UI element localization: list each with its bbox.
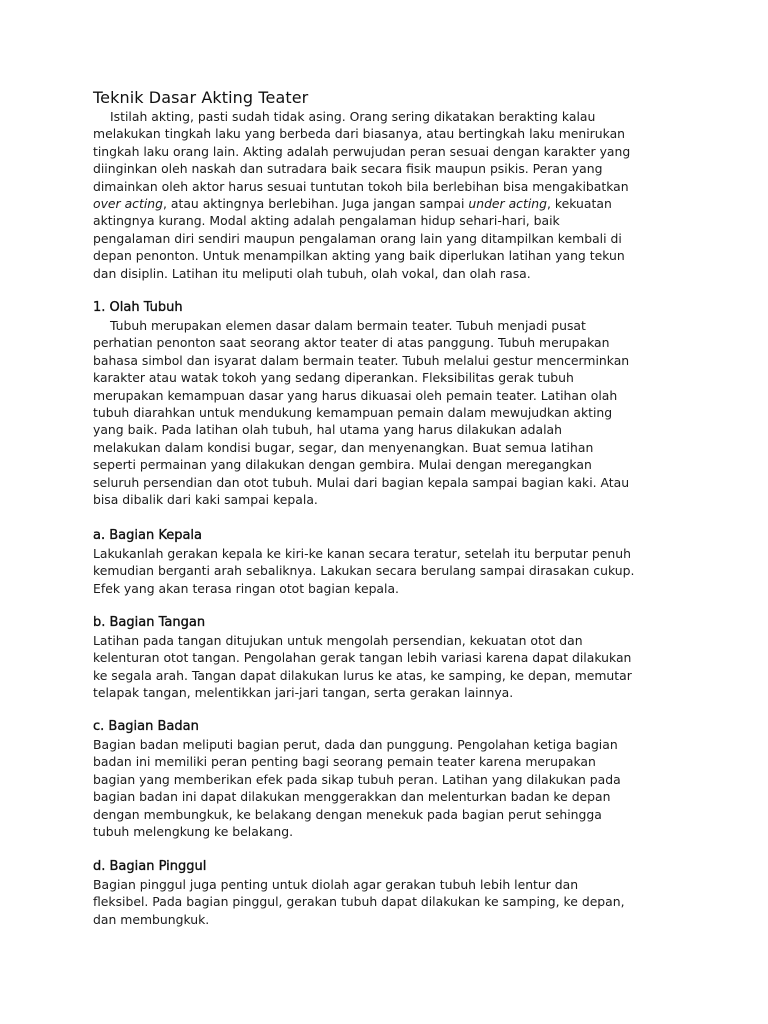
paragraph-line: karakter atau watak tokoh yang sedang diperankan. Fleksibilitas gerak tubuh xyxy=(93,370,574,386)
paragraph-line: Tubuh merupakan elemen dasar dalam bermain teater. Tubuh menjadi pusat xyxy=(110,318,586,333)
paragraph-line: Lakukanlah gerakan kepala ke kiri-ke kanan secara teratur, setelah itu berputar penuh xyxy=(93,546,631,561)
emphasis-over-acting: over acting xyxy=(93,196,163,212)
section-heading: d. Bagian Pinggul xyxy=(93,859,207,874)
section-bagian-pinggul xyxy=(93,858,675,928)
intro-line: dan disiplin. Latihan itu meliputi olah tubuh, olah vokal, dan olah rasa. xyxy=(93,265,531,281)
paragraph-line: dan membungkuk. xyxy=(93,911,210,927)
paragraph-line: Efek yang akan terasa ringan otot bagian kepala. xyxy=(93,580,399,596)
intro-line: melakukan tingkah laku yang berbeda dari biasanya, atau bertingkah laku menirukan xyxy=(93,126,626,142)
paragraph-line: Latihan pada tangan ditujukan untuk mengolah persendian, kekuatan otot dan xyxy=(93,633,583,648)
paragraph-line: tubuh melengkung ke belakang. xyxy=(93,824,294,840)
intro-line: Istilah akting, pasti sudah tidak asing. Orang sering dikatakan berakting kalau xyxy=(110,109,596,124)
intro-line: diinginkan oleh naskah dan sutradara baik secara fisik maupun psikis. Peran yang xyxy=(93,161,603,177)
paragraph-line: Bagian badan meliputi bagian perut, dada dan punggung. Pengolahan ketiga bagian xyxy=(93,737,618,752)
section-bagian-badan xyxy=(93,718,675,840)
section-heading: a. Bagian Kepala xyxy=(93,528,202,543)
paragraph-line: melakukan dalam kondisi bugar, segar, dan menyenangkan. Buat semua latihan xyxy=(93,439,594,455)
section-olah-tubuh xyxy=(93,299,675,508)
intro-line: aktingnya kurang. Modal akting adalah pengalaman hidup sehari-hari, baik xyxy=(93,213,560,229)
paragraph-line: bahasa simbol dan isyarat dalam bermain teater. Tubuh melalui gestur mencerminkan xyxy=(93,352,630,368)
document-title: Teknik Dasar Akting Teater xyxy=(93,88,309,107)
paragraph-line: bagian yang memberikan efek pada sikap tubuh peran. Latihan yang dilakukan pada xyxy=(93,771,621,787)
paragraph-line: tubuh diarahkan untuk mendukung kemampuan pemain dalam mewujudkan akting xyxy=(93,405,613,421)
paragraph-line: telapak tangan, melentikkan jari-jari tangan, serta gerakan lainnya. xyxy=(93,685,514,701)
paragraph-line: dengan membungkuk, ke belakang dengan menekuk pada bagian perut sehingga xyxy=(93,806,602,822)
intro-line: dimainkan oleh aktor harus sesuai tuntutan tokoh bila berlebihan bisa mengakibatkan xyxy=(93,178,629,194)
paragraph-line: bisa dibalik dari kaki sampai kepala. xyxy=(93,492,318,508)
paragraph-line: bagian badan ini dapat dilakukan menggerakkan dan melenturkan badan ke depan xyxy=(93,789,611,805)
intro-fragment: , atau aktingnya berlebihan. Juga jangan sampai xyxy=(163,196,469,212)
intro-line-with-emphasis xyxy=(93,195,675,212)
section-bagian-kepala xyxy=(93,527,675,597)
section-bagian-tangan xyxy=(93,614,675,702)
intro-line: depan penonton. Untuk menampilkan akting yang baik diperlukan latihan yang tekun xyxy=(93,248,625,264)
paragraph-line: perhatian penonton saat seorang aktor teater di atas panggung. Tubuh merupakan xyxy=(93,335,610,351)
section-heading: 1. Olah Tubuh xyxy=(93,300,183,315)
section-heading: c. Bagian Badan xyxy=(93,719,199,734)
intro-paragraph xyxy=(93,108,675,282)
intro-line: tingkah laku orang lain. Akting adalah perwujudan peran sesuai dengan karakter yang xyxy=(93,143,631,159)
paragraph-line: kemudian berganti arah sebaliknya. Lakukan secara berulang sampai dirasakan cukup. xyxy=(93,563,635,579)
paragraph-line: seluruh persendian dan otot tubuh. Mulai dari bagian kepala sampai bagian kaki. Atau xyxy=(93,474,630,490)
paragraph-line: ke segala arah. Tangan dapat dilakukan lurus ke atas, ke samping, ke depan, memutar xyxy=(93,667,632,683)
paragraph-line: seperti permainan yang dilakukan dengan gembira. Mulai dengan meregangkan xyxy=(93,457,592,473)
paragraph-line: yang baik. Pada latihan olah tubuh, hal utama yang harus dilakukan adalah xyxy=(93,422,562,438)
emphasis-under-acting: under acting xyxy=(468,196,548,212)
intro-line: pengalaman diri sendiri maupun pengalaman orang lain yang ditampilkan kembali di xyxy=(93,230,622,246)
intro-fragment: , kekuatan xyxy=(547,196,612,212)
paragraph-line: badan ini memiliki peran penting bagi seorang pemain teater karena merupakan xyxy=(93,754,596,770)
section-heading: b. Bagian Tangan xyxy=(93,615,206,630)
paragraph-line: Bagian pinggul juga penting untuk diolah agar gerakan tubuh lebih lentur dan xyxy=(93,877,579,892)
paragraph-line: fleksibel. Pada bagian pinggul, gerakan tubuh dapat dilakukan ke samping, ke depan, xyxy=(93,894,625,910)
paragraph-line: kelenturan otot tangan. Pengolahan gerak tangan lebih variasi karena dapat dilakukan xyxy=(93,650,632,666)
paragraph-line: merupakan kemampuan dasar yang harus dikuasai oleh pemain teater. Latihan olah xyxy=(93,387,618,403)
